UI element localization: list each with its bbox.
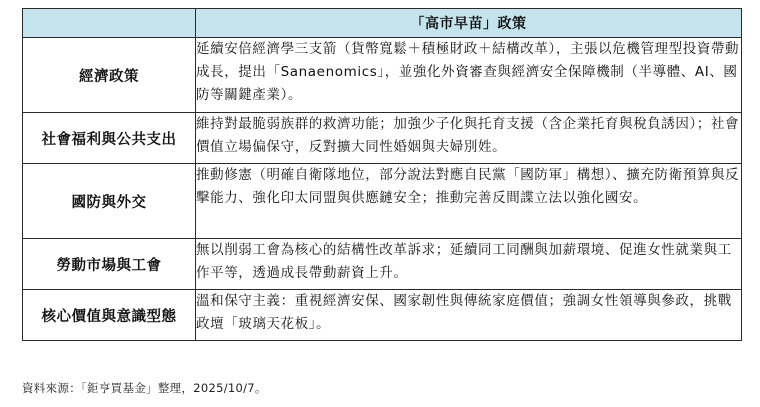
policy-table xyxy=(22,8,742,341)
row-text-labor-market: 無以削弱工會為核心的結構性改革訴求；延續同工同酬與加薪環境、促進女性就業與工作平等，透過成長帶動薪資上升。 xyxy=(196,239,742,290)
row-text-social-welfare: 維持對最脆弱族群的救濟功能；加強少子化與托育支援（含企業托育與稅負誘因）；社會價值立場偏保守，反對擴大同性婚姻與夫婦別姓。 xyxy=(196,113,742,164)
source-note: 資料來源：「鉅亨買基金」整理，2025/10/7。 xyxy=(22,381,267,395)
table-row xyxy=(23,164,742,239)
row-text-core-values: 溫和保守主義：重視經濟安保、國家韌性與傳統家庭價值；強調女性領導與參政，挑戰政壇「玻璃天花板」。 xyxy=(196,290,742,341)
table-row xyxy=(23,290,742,341)
row-text-economic-policy: 延續安倍經濟學三支箭（貨幣寬鬆＋積極財政＋結構改革），主張以危機管理型投資帶動成長，提出「Sanaenomics」，並強化外資審查與經濟安全保障機制（半導體、AI、國防等關鍵產業）。 xyxy=(196,38,742,113)
table-title: 「高市早苗」政策 xyxy=(196,9,742,38)
header-corner-cell xyxy=(23,9,196,38)
row-label-labor-market: 勞動市場與工會 xyxy=(23,239,196,290)
row-label-economic-policy: 經濟政策 xyxy=(23,38,196,113)
row-label-defense-diplomacy: 國防與外交 xyxy=(23,164,196,239)
table-header-row xyxy=(23,9,742,38)
row-label-core-values: 核心價值與意識型態 xyxy=(23,290,196,341)
table-row xyxy=(23,113,742,164)
table-row xyxy=(23,38,742,113)
table-row xyxy=(23,239,742,290)
row-label-social-welfare: 社會福利與公共支出 xyxy=(23,113,196,164)
row-text-defense-diplomacy: 推動修憲（明確自衛隊地位，部分說法對應自民黨「國防軍」構想）、擴充防衛預算與反擊能力、強化印太同盟與供應鏈安全；推動完善反間諜立法以強化國安。 xyxy=(196,164,742,239)
